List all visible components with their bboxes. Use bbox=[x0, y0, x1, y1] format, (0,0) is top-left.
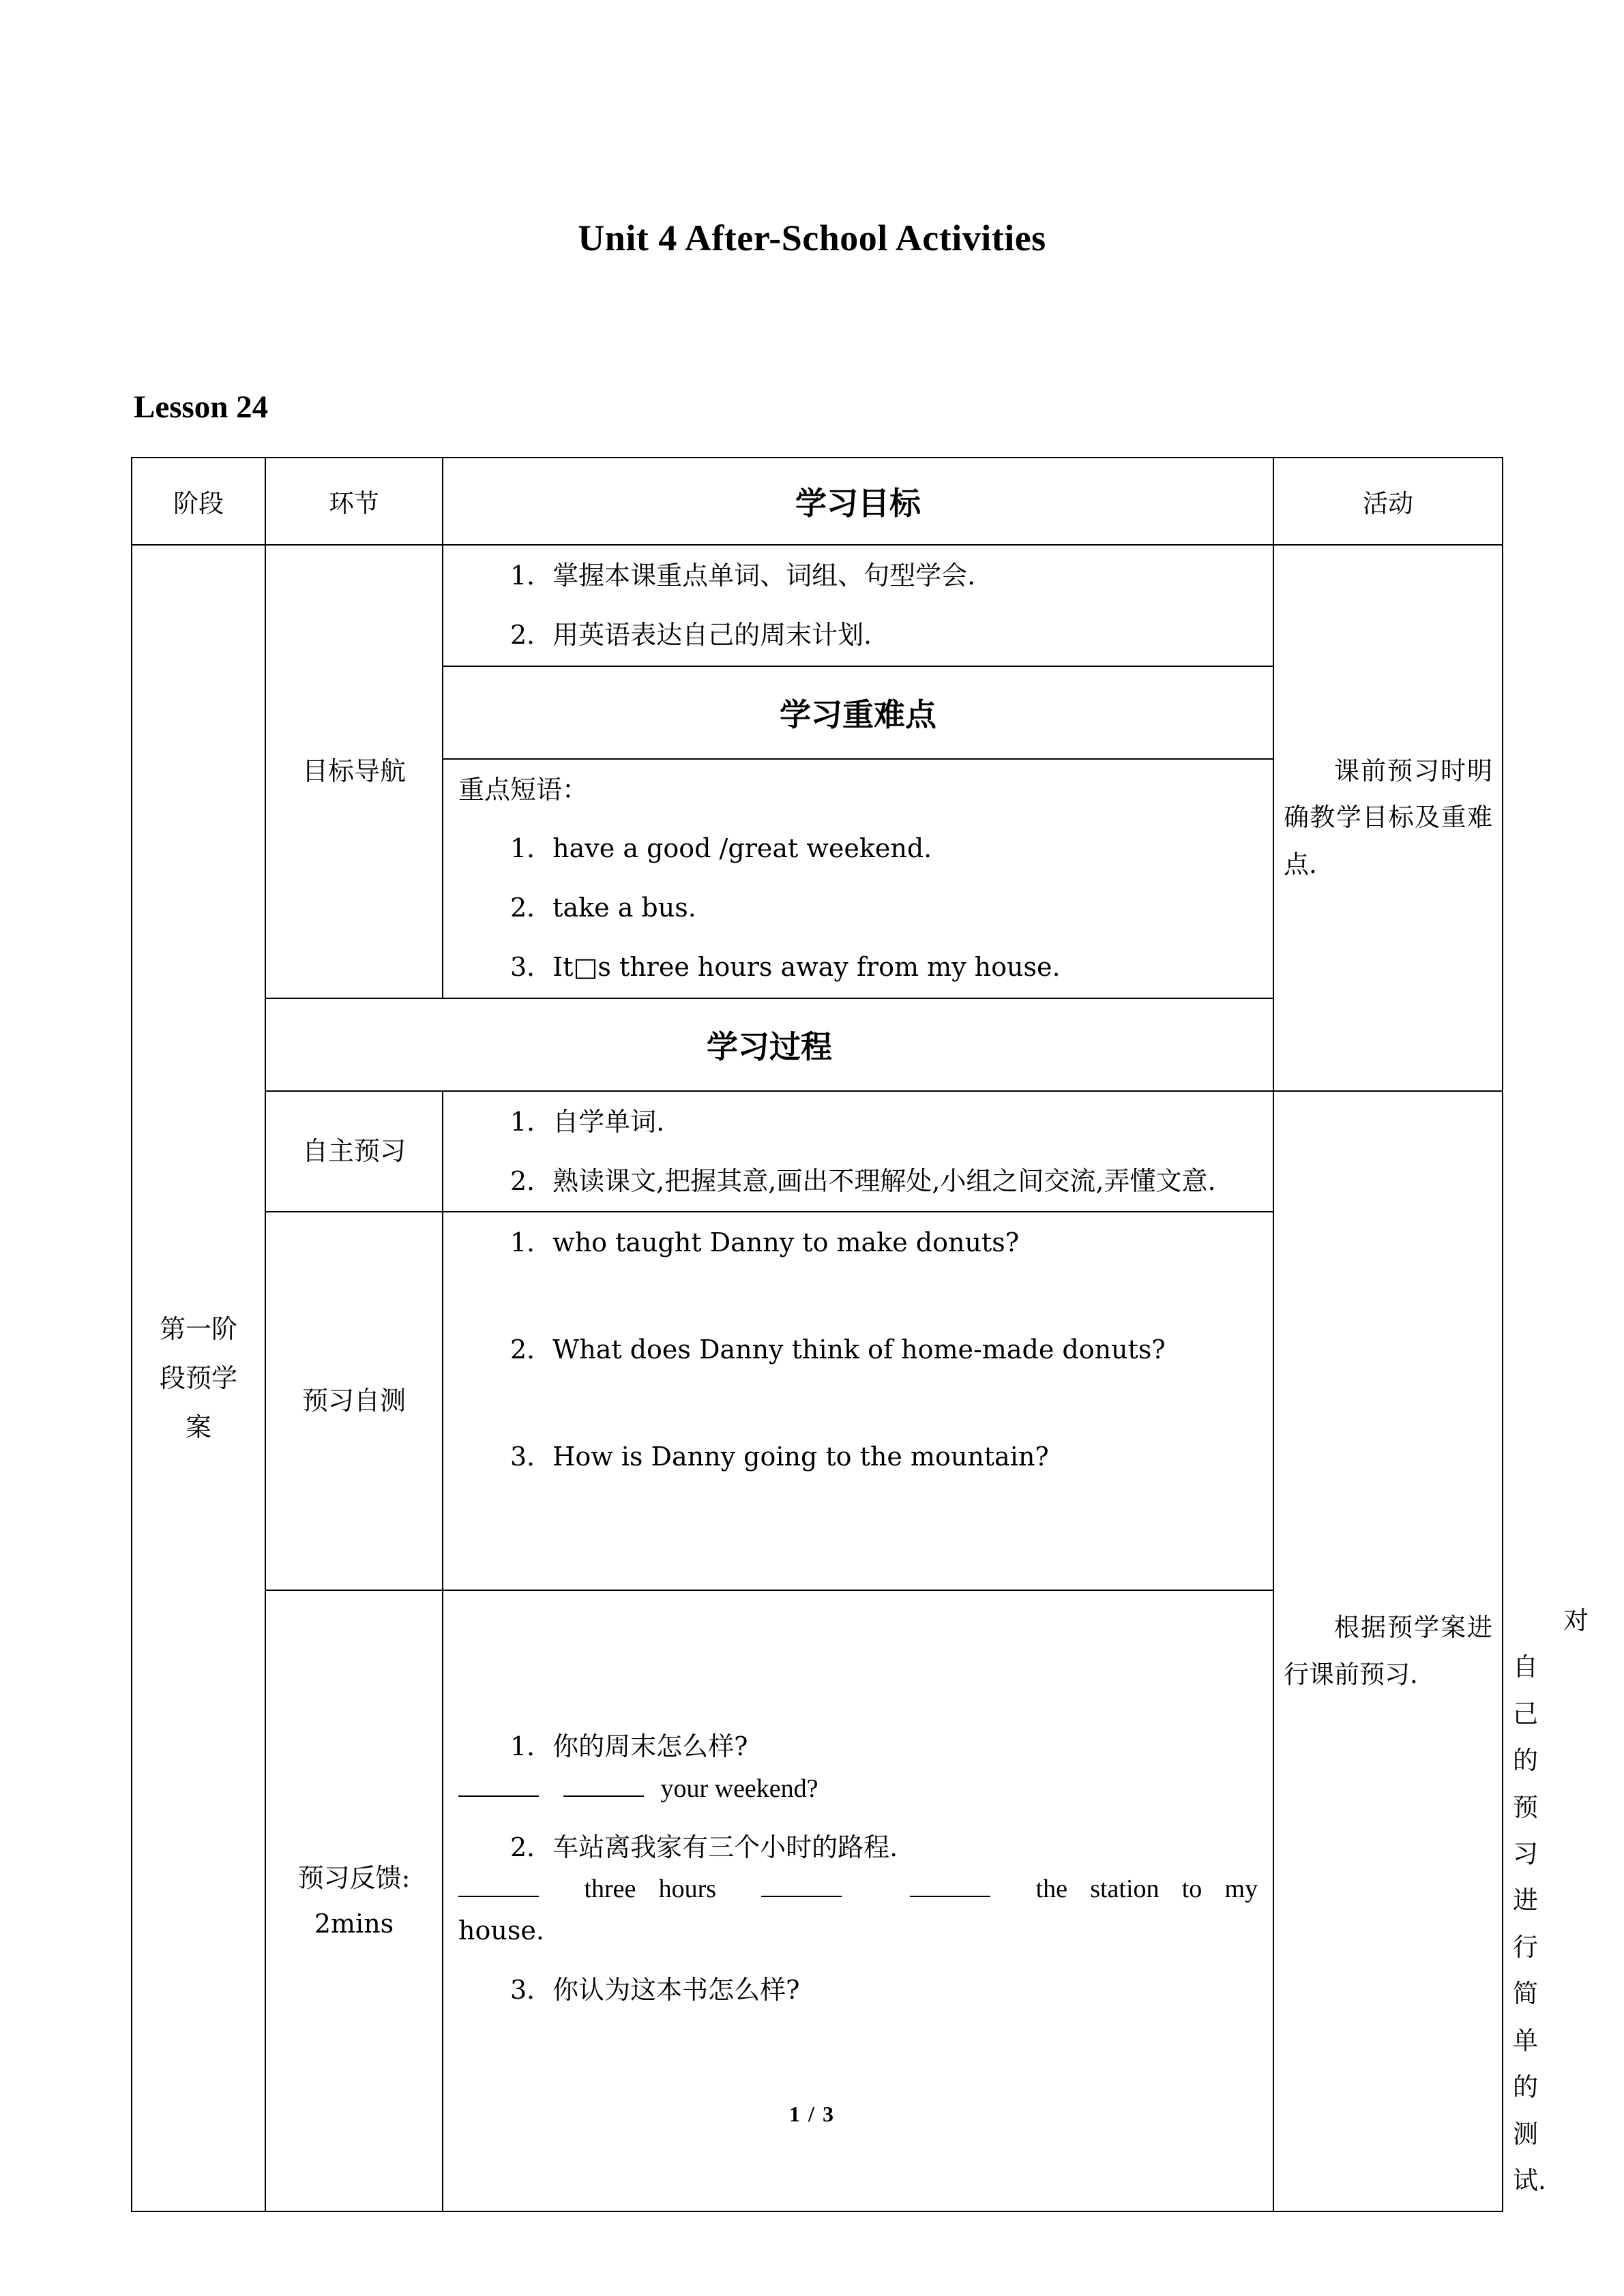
answer-space-3 bbox=[458, 1478, 1258, 1580]
self-test-question-3: 3．How is Danny going to the mountain? bbox=[510, 1441, 1049, 1472]
objective-item-1: 1．掌握本课重点单词、词组、句型学会. bbox=[510, 561, 976, 591]
banner-learning-process: 学习过程 bbox=[707, 1028, 832, 1065]
activity-text-1: 课前预习时明确教学目标及重难点. bbox=[1284, 756, 1492, 879]
lesson-heading: Lesson 24 bbox=[134, 389, 269, 425]
section-cell-self-preview bbox=[265, 1091, 443, 1212]
goal-cell-key-phrases bbox=[443, 759, 1273, 998]
section-cell-goal-navigation bbox=[265, 545, 443, 998]
feedback-q2-tail: the station to my bbox=[1035, 1875, 1258, 1904]
goal-cell-key-points-banner bbox=[443, 666, 1273, 759]
blank-underline bbox=[458, 1875, 539, 1897]
section-label-goal-navigation: 目标导航 bbox=[301, 756, 406, 787]
answer-space-1 bbox=[458, 1264, 1258, 1329]
header-cell-stage bbox=[132, 458, 265, 545]
key-phrases-label: 重点短语： bbox=[458, 774, 589, 805]
activity-cell-1 bbox=[1273, 545, 1503, 1091]
activity-text-2: 根据预学案进行课前预习. bbox=[1284, 1613, 1492, 1689]
blank-underline bbox=[910, 1875, 990, 1897]
stage-label-phase1: 第一阶段预学案 bbox=[159, 1313, 237, 1443]
page-title: Unit 4 After-School Activities bbox=[578, 218, 1046, 258]
self-preview-item-2: 2．熟读课文,把握其意,画出不理解处,小组之间交流,弄懂文意. bbox=[510, 1165, 1216, 1196]
section-label-preview-self-test: 预习自测 bbox=[301, 1386, 406, 1416]
goal-cell-self-preview bbox=[443, 1091, 1273, 1212]
header-label-activity: 活动 bbox=[1363, 489, 1413, 518]
blank-underline bbox=[458, 1775, 539, 1797]
feedback-q2-cn: 2．车站离我家有三个小时的路程. bbox=[510, 1832, 898, 1863]
key-phrase-item-3: 3．It□s three hours away from my house. bbox=[510, 951, 1061, 982]
objective-item-2: 2．用英语表达自己的周末计划. bbox=[510, 619, 872, 650]
lesson-plan-table bbox=[131, 457, 1589, 2212]
feedback-q1-blank-line bbox=[458, 1768, 1258, 1810]
feedback-q1-tail: your weekend? bbox=[660, 1774, 818, 1803]
table-row bbox=[132, 545, 1503, 666]
activity-cell-2 bbox=[1273, 1091, 1503, 2212]
feedback-q2-mid: three hours bbox=[584, 1875, 717, 1904]
key-phrases-block bbox=[443, 760, 1273, 998]
blank-underline bbox=[761, 1875, 842, 1897]
goal-cell-objectives bbox=[443, 545, 1273, 666]
self-test-question-2: 2．What does Danny think of home-made donuts? bbox=[510, 1335, 1166, 1365]
header-cell-section bbox=[265, 458, 443, 545]
feedback-q2-wrap: house. bbox=[458, 1915, 544, 1945]
goal-cell-self-test bbox=[443, 1212, 1273, 1590]
table-header-row bbox=[132, 458, 1503, 545]
answer-space-4 bbox=[458, 2011, 1258, 2076]
feedback-q2-blank-line bbox=[458, 1868, 1258, 1910]
banner-cell-learning-process bbox=[265, 998, 1273, 1091]
key-phrase-item-2: 2．take a bus. bbox=[510, 893, 696, 923]
preview-feedback-label: 预习反馈: bbox=[297, 1863, 411, 1894]
answer-space-2 bbox=[458, 1371, 1258, 1436]
header-label-goal: 学习目标 bbox=[795, 485, 921, 522]
self-test-question-1: 1．who taught Danny to make donuts? bbox=[510, 1227, 1020, 1258]
section-cell-preview-self-test bbox=[265, 1212, 443, 1590]
page-footer: 1 / 3 bbox=[789, 2102, 835, 2126]
self-preview-list bbox=[443, 1092, 1273, 1212]
self-preview-item-1: 1．自学单词. bbox=[510, 1106, 665, 1137]
activity-text-3: 对自己的预习进行简单的测试. bbox=[1513, 1605, 1589, 2196]
self-test-questions bbox=[443, 1212, 1273, 1589]
feedback-items bbox=[443, 1716, 1273, 2086]
feedback-q1-cn: 1．你的周末怎么样? bbox=[510, 1731, 748, 1761]
key-phrase-item-1: 1．have a good /great weekend. bbox=[510, 833, 932, 864]
objectives-list bbox=[443, 546, 1273, 666]
banner-key-difficult-points: 学习重难点 bbox=[780, 696, 936, 733]
header-label-section: 环节 bbox=[329, 489, 379, 518]
header-cell-activity bbox=[1273, 458, 1503, 545]
table-row bbox=[132, 1091, 1503, 1212]
feedback-q3-cn: 3．你认为这本书怎么样? bbox=[510, 1974, 800, 2005]
header-label-stage: 阶段 bbox=[173, 489, 224, 518]
header-cell-goal bbox=[443, 458, 1273, 545]
preview-feedback-time: 2mins bbox=[314, 1908, 394, 1939]
section-label-self-preview: 自主预习 bbox=[301, 1136, 406, 1167]
stage-cell-phase1 bbox=[132, 545, 265, 2211]
blank-underline bbox=[563, 1775, 644, 1797]
section-label-preview-feedback bbox=[266, 1849, 442, 1953]
